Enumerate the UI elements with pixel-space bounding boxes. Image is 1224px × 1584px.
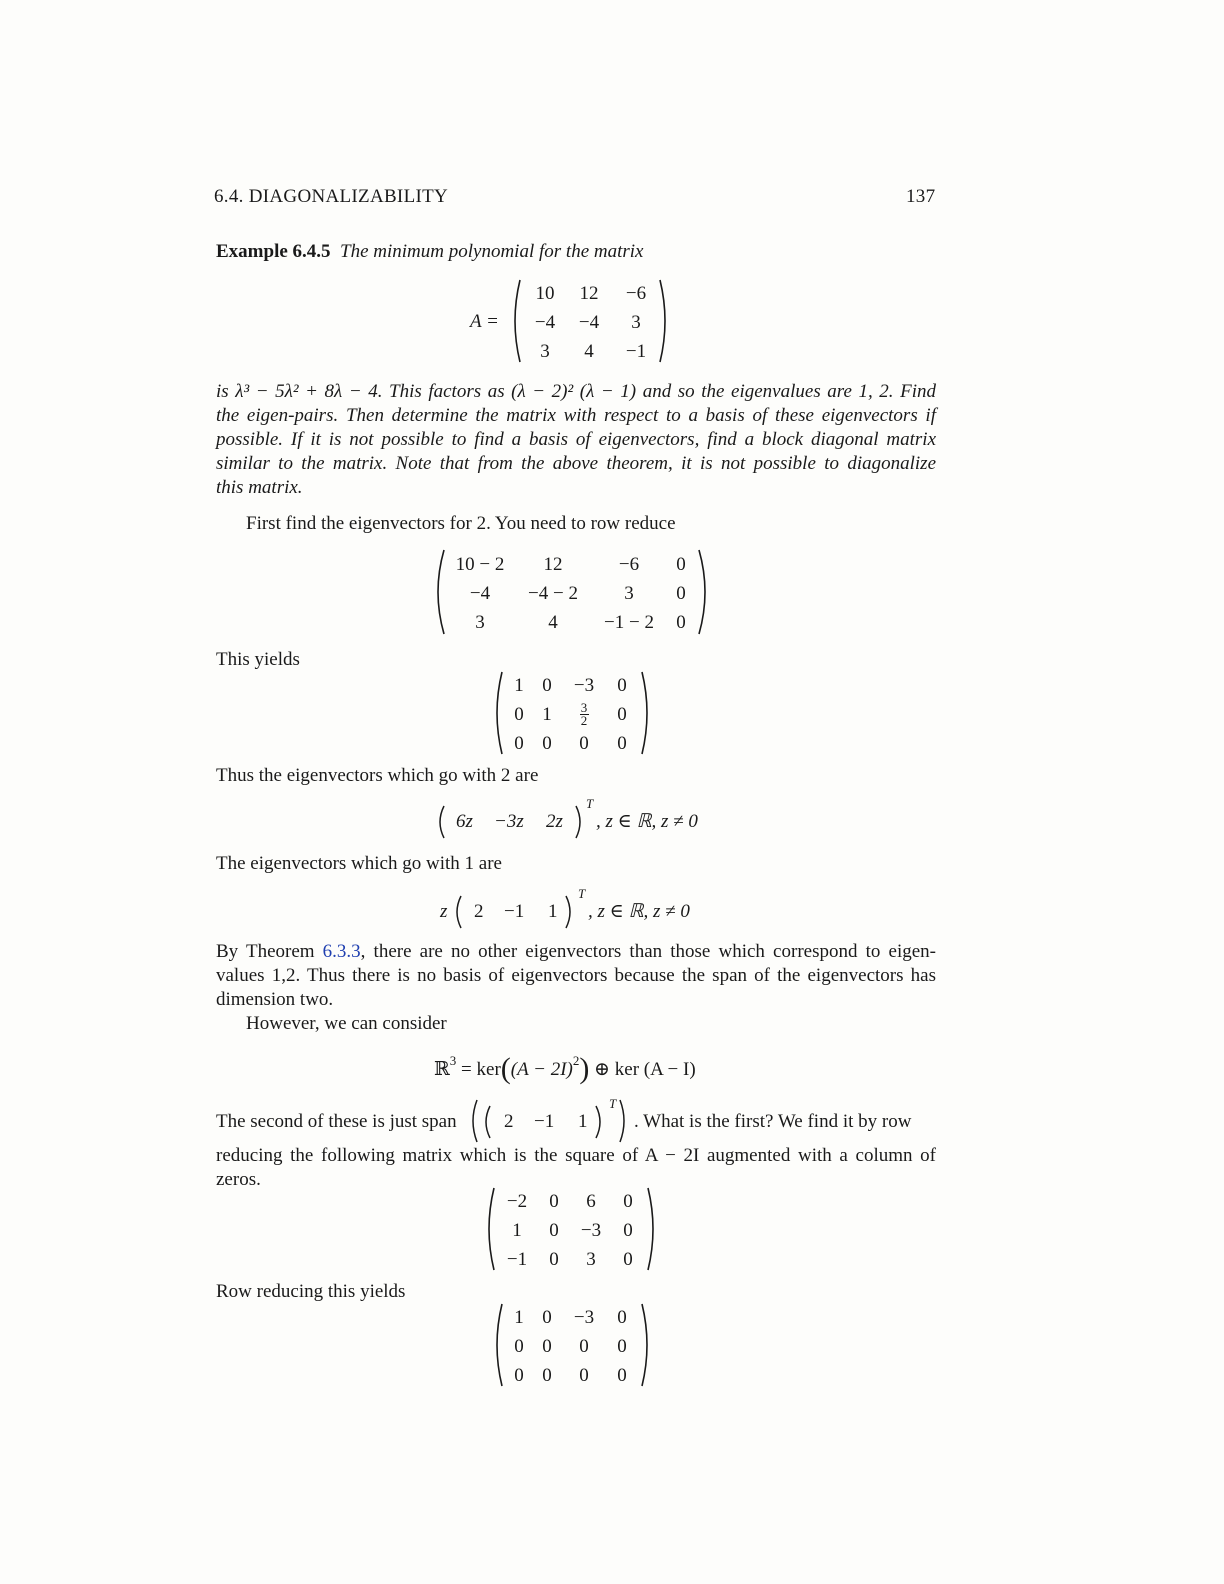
rref1-cell: 0 <box>617 703 627 725</box>
aug1-right-paren <box>697 548 713 636</box>
aug2-row <box>498 1245 646 1274</box>
rref2-row <box>506 1361 638 1390</box>
augmented-matrix-1 <box>448 550 698 637</box>
aug1-cell: −6 <box>618 553 640 575</box>
theorem-link[interactable]: 6.3.3 <box>322 941 361 962</box>
rref1-row <box>506 700 638 729</box>
decomp-close: ) <box>579 1052 590 1085</box>
aug2-row <box>498 1216 646 1245</box>
eig2-condition: , z ∈ ℝ, z ≠ 0 <box>596 811 698 832</box>
matrix-a-cell: 12 <box>579 282 599 304</box>
example-line-3: possible. If it is not possible to find a basis of eigenvectors, find a block diagonal matrix <box>216 429 936 450</box>
aug2-row <box>498 1187 646 1216</box>
eig1-condition: , z ∈ ℝ, z ≠ 0 <box>588 901 690 922</box>
decomp-inner-exp: 2 <box>572 1053 580 1068</box>
aug1-cell: −4 <box>469 582 491 604</box>
aug2-cell: 1 <box>512 1219 522 1241</box>
this-yields-text: This yields <box>216 649 300 670</box>
eig1-entry-2: −1 <box>504 901 525 922</box>
second-pre-text: The second of these is just span <box>216 1111 457 1132</box>
eig2-entry-1: 6z <box>456 811 473 832</box>
eig1-entry-3: 1 <box>548 901 558 922</box>
rref1-row <box>506 729 638 758</box>
aug2-cell: 6 <box>586 1190 596 1212</box>
aug2-cell: −1 <box>506 1248 528 1270</box>
theorem-line-1-a: By Theorem <box>216 941 323 962</box>
decomp-inner: (A − 2I) <box>510 1059 573 1080</box>
rref1-left-paren <box>490 670 504 756</box>
aug1-left-paren <box>430 548 446 636</box>
rref1-cell: 1 <box>542 703 552 725</box>
rref2-cell: 0 <box>617 1364 627 1386</box>
span-inner-left-paren <box>480 1104 492 1140</box>
span-entry-1: 2 <box>504 1111 514 1132</box>
first-find-text: First find the eigenvectors for 2. You need to row reduce <box>246 513 676 534</box>
aug1-cell: 3 <box>475 611 485 633</box>
rref1-cell: 1 <box>514 674 524 696</box>
example-intro: The minimum polynomial for the matrix <box>340 241 644 262</box>
matrix-a-cell: 4 <box>584 340 594 362</box>
rref2-cell: 0 <box>542 1306 552 1328</box>
rref2-cell: 0 <box>579 1364 589 1386</box>
matrix-a-left-paren <box>508 278 522 364</box>
aug2-cell: 0 <box>623 1219 633 1241</box>
decomposition <box>434 1054 696 1083</box>
matrix-a-row <box>524 279 660 308</box>
matrix-a-cell: 10 <box>535 282 555 304</box>
span-outer-left-paren <box>467 1098 479 1144</box>
example-paragraph <box>216 380 936 500</box>
fraction-denominator: 2 <box>580 713 588 728</box>
matrix-a-right-paren <box>658 278 672 364</box>
aug2-cell: 0 <box>623 1190 633 1212</box>
reducing-line-2: zeros. <box>216 1169 261 1190</box>
page-number: 137 <box>906 186 936 207</box>
matrix-a-lhs: A = <box>470 311 499 332</box>
example-heading <box>216 240 643 264</box>
matrix-a-row <box>524 308 660 337</box>
rref1-cell <box>562 700 606 729</box>
matrix-a-cell: −4 <box>534 311 556 333</box>
rref2-cell: 0 <box>514 1364 524 1386</box>
aug2-cell: 0 <box>623 1248 633 1270</box>
aug2-cell: 0 <box>549 1248 559 1270</box>
rref2-cell: 0 <box>617 1335 627 1357</box>
aug2-cell: −2 <box>506 1190 528 1212</box>
example-line-2: the eigen-pairs. Then determine the matrix with respect to a basis of these eigenvectors if <box>216 405 936 426</box>
span-entry-2: −1 <box>534 1111 555 1132</box>
eig1-entry-1: 2 <box>474 901 484 922</box>
decomp-open: ( <box>500 1052 511 1085</box>
aug2-cell: 3 <box>586 1248 596 1270</box>
eig1-right-paren <box>564 894 576 930</box>
rref1-row <box>506 671 638 700</box>
rref1-cell: 0 <box>542 732 552 754</box>
aug2-right-paren <box>646 1186 660 1272</box>
reducing-line-1: reducing the following matrix which is the square of A − 2I augmented with a column of <box>216 1145 936 1166</box>
eig1-text: The eigenvectors which go with 1 are <box>216 853 502 874</box>
fraction-numerator: 3 <box>580 700 588 715</box>
decomp-lhs: ℝ <box>434 1059 450 1080</box>
theorem-line-1-b: , there are no other eigenvectors than those which correspond to eigen- <box>360 941 936 962</box>
rref1-cell: 0 <box>514 732 524 754</box>
decomp-eq: = ker <box>461 1059 501 1080</box>
rref1-cell: 0 <box>579 732 589 754</box>
aug1-cell: 0 <box>676 611 686 633</box>
rref-matrix-1 <box>506 671 638 758</box>
matrix-a-cell: −6 <box>625 282 647 304</box>
rref1-cell: 0 <box>542 674 552 696</box>
decomp-exp: 3 <box>449 1053 457 1068</box>
aug2-cell: −3 <box>580 1219 602 1241</box>
rref2-cell: 0 <box>542 1364 552 1386</box>
eig2-left-paren <box>434 804 446 840</box>
aug1-cell: −4 − 2 <box>528 582 578 604</box>
rref2-cell: −3 <box>573 1306 595 1328</box>
aug1-cell: 0 <box>676 582 686 604</box>
rref1-cell: −3 <box>573 674 595 696</box>
example-line-5: this matrix. <box>216 477 303 498</box>
rref2-cell: 0 <box>617 1306 627 1328</box>
matrix-a <box>524 279 660 366</box>
aug1-cell: 0 <box>676 553 686 575</box>
eig1-transpose: T <box>578 886 586 901</box>
matrix-a-cell: 3 <box>631 311 641 333</box>
aug1-cell: −1 − 2 <box>604 611 654 633</box>
matrix-a-cell: 3 <box>540 340 550 362</box>
eig2-right-paren <box>574 804 586 840</box>
rref2-right-paren <box>640 1302 654 1388</box>
aug2-cell: 0 <box>549 1190 559 1212</box>
theorem-line-2: values 1,2. Thus there is no basis of eigenvectors because the span of the eigenvectors has <box>216 965 936 986</box>
eig2-entry-3: 2z <box>546 811 563 832</box>
thus-eig2-text: Thus the eigenvectors which go with 2 are <box>216 765 539 786</box>
eig1-scalar: z <box>440 901 448 922</box>
theorem-line-1 <box>216 940 936 964</box>
span-inner-right-paren <box>594 1104 606 1140</box>
reducing-paragraph <box>216 1144 936 1192</box>
eig2-transpose: T <box>586 796 594 811</box>
aug1-row <box>448 550 698 579</box>
running-header-section: 6.4. DIAGONALIZABILITY <box>214 186 449 207</box>
rref-matrix-2 <box>506 1303 638 1390</box>
eig2-entry-2: −3z <box>494 811 524 832</box>
rref2-left-paren <box>490 1302 504 1388</box>
aug1-row <box>448 579 698 608</box>
aug1-cell: 12 <box>543 553 563 575</box>
span-entry-3: 1 <box>578 1111 588 1132</box>
rref2-row <box>506 1332 638 1361</box>
rref2-row <box>506 1303 638 1332</box>
span-outer-right-paren <box>618 1098 630 1144</box>
example-label: Example 6.4.5 <box>216 241 331 262</box>
rref1-cell: 0 <box>514 703 524 725</box>
aug1-cell: 10 − 2 <box>455 553 505 575</box>
row-reducing-text: Row reducing this yields <box>216 1281 406 1302</box>
rref2-cell: 0 <box>579 1335 589 1357</box>
aug1-cell: 3 <box>624 582 634 604</box>
aug1-row <box>448 608 698 637</box>
eig1-left-paren <box>451 894 463 930</box>
matrix-a-row <box>524 337 660 366</box>
second-post-text: . What is the first? We find it by row <box>634 1111 912 1132</box>
example-line-4: similar to the matrix. Note that from the above theorem, it is not possible to diagonalize <box>216 453 936 474</box>
example-line-1: is λ³ − 5λ² + 8λ − 4. This factors as (λ − 2)² (λ − 1) and so the eigenvalues are 1, 2. Find <box>216 381 936 402</box>
rref2-cell: 1 <box>514 1306 524 1328</box>
matrix-a-cell: −4 <box>578 311 600 333</box>
aug2-left-paren <box>482 1186 496 1272</box>
rref1-cell: 0 <box>617 674 627 696</box>
theorem-line-3: dimension two. <box>216 989 334 1010</box>
aug1-cell: 4 <box>548 611 558 633</box>
span-transpose: T <box>609 1096 617 1111</box>
rref2-cell: 0 <box>514 1335 524 1357</box>
rref1-cell: 0 <box>617 732 627 754</box>
aug2-cell: 0 <box>549 1219 559 1241</box>
matrix-a-cell: −1 <box>625 340 647 362</box>
rref1-right-paren <box>640 670 654 756</box>
however-text: However, we can consider <box>246 1013 447 1034</box>
theorem-paragraph <box>216 940 936 1012</box>
fraction <box>580 702 589 727</box>
augmented-matrix-2 <box>498 1187 646 1274</box>
decomp-oplus: ⊕ ker (A − I) <box>594 1059 696 1080</box>
rref2-cell: 0 <box>542 1335 552 1357</box>
